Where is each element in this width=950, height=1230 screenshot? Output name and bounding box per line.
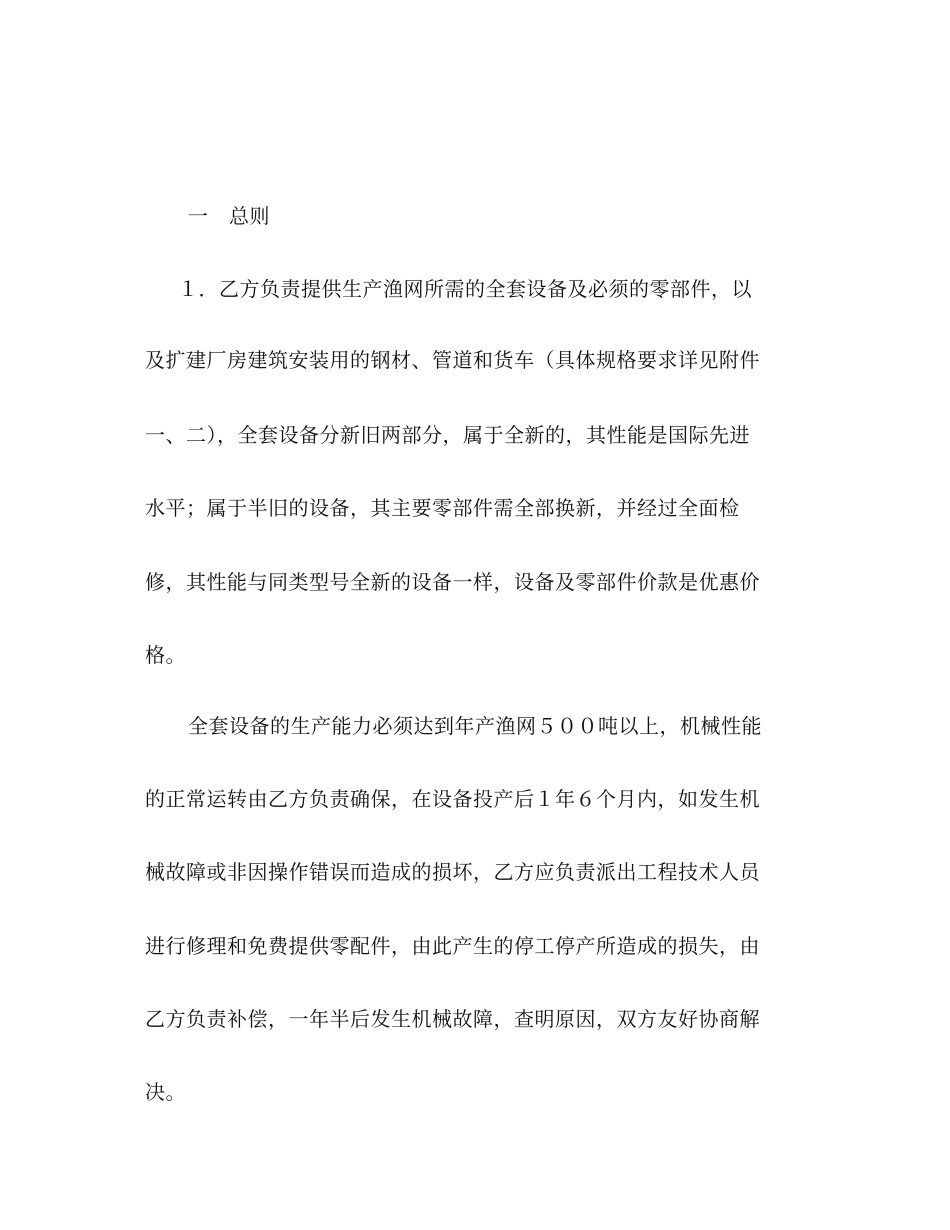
paragraph-line: 及扩建厂房建筑安装用的钢材、管道和货车（具体规格要求详见附件 — [145, 348, 760, 372]
paragraph-line: 决。 — [145, 1080, 186, 1104]
paragraph-line: 乙方负责补偿，一年半后发生机械故障，查明原因，双方友好协商解 — [145, 1007, 760, 1031]
paragraph-line: 进行修理和免费提供零配件，由此产生的停工停产所造成的损失，由 — [145, 934, 760, 958]
paragraph-line: 一、二），全套设备分新旧两部分，属于全新的，其性能是国际先进 — [145, 423, 750, 447]
paragraph-line: 格。 — [145, 643, 186, 667]
paragraph-line: 全套设备的生产能力必须达到年产渔网５００吨以上，机械性能 — [188, 714, 762, 738]
paragraph-line: 水平；属于半旧的设备，其主要零部件需全部换新，并经过全面检 — [145, 496, 740, 520]
paragraph-line: １．乙方负责提供生产渔网所需的全套设备及必须的零部件，以 — [178, 277, 752, 301]
paragraph-line: 械故障或非因操作错误而造成的损坏，乙方应负责派出工程技术人员 — [145, 860, 760, 884]
paragraph-line: 修，其性能与同类型号全新的设备一样，设备及零部件价款是优惠价 — [145, 570, 760, 594]
paragraph-line: 的正常运转由乙方负责确保，在设备投产后１年６个月内，如发生机 — [145, 787, 760, 811]
section-title: 一 总则 — [188, 204, 270, 228]
